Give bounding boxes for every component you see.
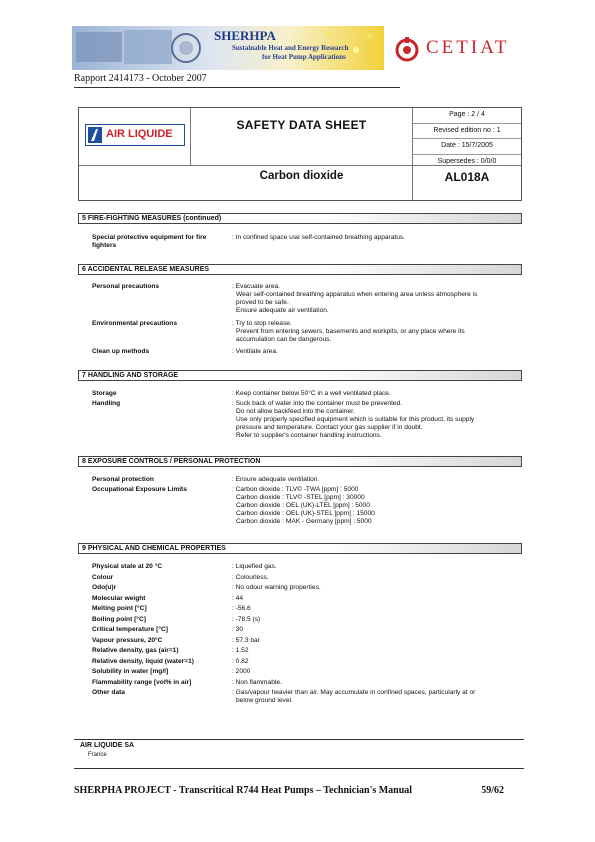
cetiat-logo-text: CETIAT bbox=[426, 37, 510, 58]
text-line: : Carbon dioxide : TLV© -TWA [ppm] : 5000 bbox=[232, 486, 359, 493]
property-value: : 57.3 bar bbox=[232, 636, 260, 644]
exposure-limits-label: Occupational Exposure Limits bbox=[92, 486, 187, 493]
handling-label: Handling bbox=[92, 400, 121, 407]
sds-date: Date : 15/7/2005 bbox=[413, 139, 521, 155]
text-line: : Suck back of water into the container must be prevented. bbox=[232, 400, 403, 407]
text-line: Do not allow backfeed into the container. bbox=[236, 408, 355, 415]
text-line: Prevent from entering sewers, basements and workpits, or any place where its bbox=[236, 328, 465, 335]
text-line: : Evacuate area. bbox=[232, 283, 281, 290]
sds-title-cell bbox=[191, 108, 413, 166]
air-liquide-logo bbox=[85, 124, 185, 146]
sds-title: SAFETY DATA SHEET bbox=[236, 118, 367, 132]
report-reference: Rapport 2414173 - October 2007 bbox=[74, 73, 207, 84]
exposure-limits-value bbox=[232, 486, 522, 526]
storage-label: Storage bbox=[92, 390, 117, 397]
section-9-title: 9 PHYSICAL AND CHEMICAL PROPERTIES bbox=[82, 545, 226, 552]
section-8-header bbox=[78, 456, 522, 467]
cetiat-emblem-icon bbox=[394, 37, 420, 63]
personal-precautions-value bbox=[232, 283, 522, 315]
text-line: : Gas/vapour heavier than air. May accumulate in confined spaces, particularly at or bbox=[232, 689, 476, 696]
footer-rule-bottom bbox=[74, 768, 524, 769]
sds-revised-edition: Revised edition no : 1 bbox=[413, 124, 521, 140]
other-data-value bbox=[232, 689, 522, 705]
text-line: proved to be safe. bbox=[236, 299, 289, 306]
property-value: : Colourless. bbox=[232, 573, 269, 581]
property-label: Boiling point [°C] bbox=[92, 615, 146, 623]
company-country: France bbox=[88, 752, 107, 758]
section-9-header bbox=[78, 543, 522, 554]
text-line: pressure and temperature. Contact your gas supplier if in doubt. bbox=[236, 424, 423, 431]
text-line: Wear self-contained breathing apparatus when entering area unless atmosphere is bbox=[236, 291, 478, 298]
property-label: Odo(u)r bbox=[92, 584, 117, 591]
company-name: AIR LIQUIDE SA bbox=[80, 742, 135, 749]
banner-subtitle-2: for Heat Pump Applications bbox=[262, 53, 346, 61]
page-number: 59/62 bbox=[481, 785, 504, 796]
text-line: Carbon dioxide : MAK - Germany [ppm] : 5000 bbox=[236, 518, 372, 525]
sds-page: Page : 2 / 4 bbox=[413, 108, 521, 124]
property-label: Flammability range [vol% in air] bbox=[92, 678, 192, 686]
fire-fighters-label-line-2: fighters bbox=[92, 242, 117, 249]
properties-values bbox=[232, 562, 522, 705]
property-value: : 1.52 bbox=[232, 647, 249, 654]
text-line: Carbon dioxide : TLV© -STEL [ppm] : 30000 bbox=[236, 494, 365, 501]
storage-value: : Keep container below 50°C in a well ventilated place. bbox=[232, 390, 391, 397]
section-5-title: 5 FIRE-FIGHTING MEASURES (continued) bbox=[82, 215, 222, 222]
cetiat-logo bbox=[394, 34, 524, 66]
text-line: Refer to supplier's container handling instructions. bbox=[236, 432, 382, 439]
personal-precautions-label: Personal precautions bbox=[92, 283, 160, 290]
property-label: Solubility in water [mg/l] bbox=[92, 668, 169, 675]
property-value: : -56.6 bbox=[232, 605, 251, 612]
other-data-label: Other data bbox=[92, 689, 125, 696]
text-line: below ground level. bbox=[236, 697, 293, 704]
environmental-precautions-label: Environmental precautions bbox=[92, 320, 178, 327]
sds-product-cell bbox=[191, 166, 413, 200]
section-6-title: 6 ACCIDENTAL RELEASE MEASURES bbox=[82, 266, 210, 273]
property-label: Colour bbox=[92, 573, 114, 581]
property-value: : 0.82 bbox=[232, 657, 249, 665]
property-label: Vapour pressure, 20°C bbox=[92, 636, 163, 644]
sds-supersedes: Supersedes : 0/0/0 bbox=[437, 157, 497, 165]
text-line: Ensure adequate air ventilation. bbox=[236, 307, 329, 314]
footer-rule-top bbox=[74, 739, 524, 740]
manual-title: SHERPHA PROJECT - Transcritical R744 Heat Pumps – Technician's Manual bbox=[74, 785, 413, 796]
property-label: Critical temperature [°C] bbox=[92, 626, 168, 633]
section-6-header bbox=[78, 264, 522, 275]
property-value: : 2000 bbox=[232, 668, 251, 675]
fire-fighters-label bbox=[92, 234, 206, 250]
property-label: Relative density, gas (air=1) bbox=[92, 647, 179, 654]
section-7-header bbox=[78, 370, 522, 381]
text-line: Use only properly specified equipment which is suitable for this product, its supply bbox=[236, 416, 475, 423]
section-5-header bbox=[78, 213, 522, 224]
text-line: Carbon dioxide : OEL (UK)-LTEL [ppm] : 5000 bbox=[236, 502, 370, 509]
banner-title: SHERHPA bbox=[214, 28, 276, 43]
text-line: Carbon dioxide : OEL (UK)-STEL [ppm] : 15000 bbox=[236, 510, 375, 517]
property-label: Molecular weight bbox=[92, 594, 146, 602]
property-value: : Non flammable. bbox=[232, 678, 282, 686]
clean-up-methods-value: : Ventilate area. bbox=[232, 348, 278, 355]
page-footer bbox=[74, 785, 504, 796]
air-liquide-emblem-icon bbox=[88, 125, 104, 145]
section-7-title: 7 HANDLING AND STORAGE bbox=[82, 372, 179, 379]
property-value: : 44 bbox=[232, 594, 243, 602]
sds-product-code: AL018A bbox=[444, 170, 490, 184]
property-label: Relative density, liquid (water=1) bbox=[92, 657, 194, 665]
header-rule bbox=[74, 87, 400, 88]
air-liquide-logo-cell bbox=[79, 108, 191, 166]
sds-product-name: Carbon dioxide bbox=[259, 170, 344, 182]
air-liquide-logo-text: AIR LIQUIDE bbox=[106, 128, 173, 140]
text-line: accumulation can be dangerous. bbox=[236, 336, 332, 343]
properties-labels bbox=[92, 562, 194, 699]
environmental-precautions-value bbox=[232, 320, 522, 344]
property-label: Melting point [°C] bbox=[92, 605, 147, 612]
property-value: : -78.5 (s) bbox=[232, 615, 261, 623]
property-label: Physical state at 20 °C bbox=[92, 563, 163, 570]
property-value: : Liquefied gas. bbox=[232, 563, 277, 570]
property-value: : 30 bbox=[232, 626, 243, 633]
sds-header-box bbox=[78, 107, 522, 201]
personal-protection-value: : Ensure adequate ventilation. bbox=[232, 476, 320, 483]
banner-subtitle-1: Sustainable Heat and Energy Research bbox=[232, 44, 349, 52]
fire-fighters-label-line-1: Special protective equipment for fire bbox=[92, 234, 207, 241]
property-value: : No odour warning properties. bbox=[232, 584, 321, 591]
text-line: : Try to stop release. bbox=[232, 320, 292, 327]
sds-meta-column bbox=[413, 108, 521, 166]
handling-value bbox=[232, 400, 522, 440]
fire-fighters-value: : In confined space use self-contained breathing apparatus. bbox=[232, 234, 406, 241]
section-8-title: 8 EXPOSURE CONTROLS / PERSONAL PROTECTION bbox=[82, 458, 261, 465]
sds-code-cell bbox=[413, 166, 521, 200]
personal-protection-label: Personal protection bbox=[92, 476, 154, 483]
clean-up-methods-label: Clean up methods bbox=[92, 348, 150, 355]
